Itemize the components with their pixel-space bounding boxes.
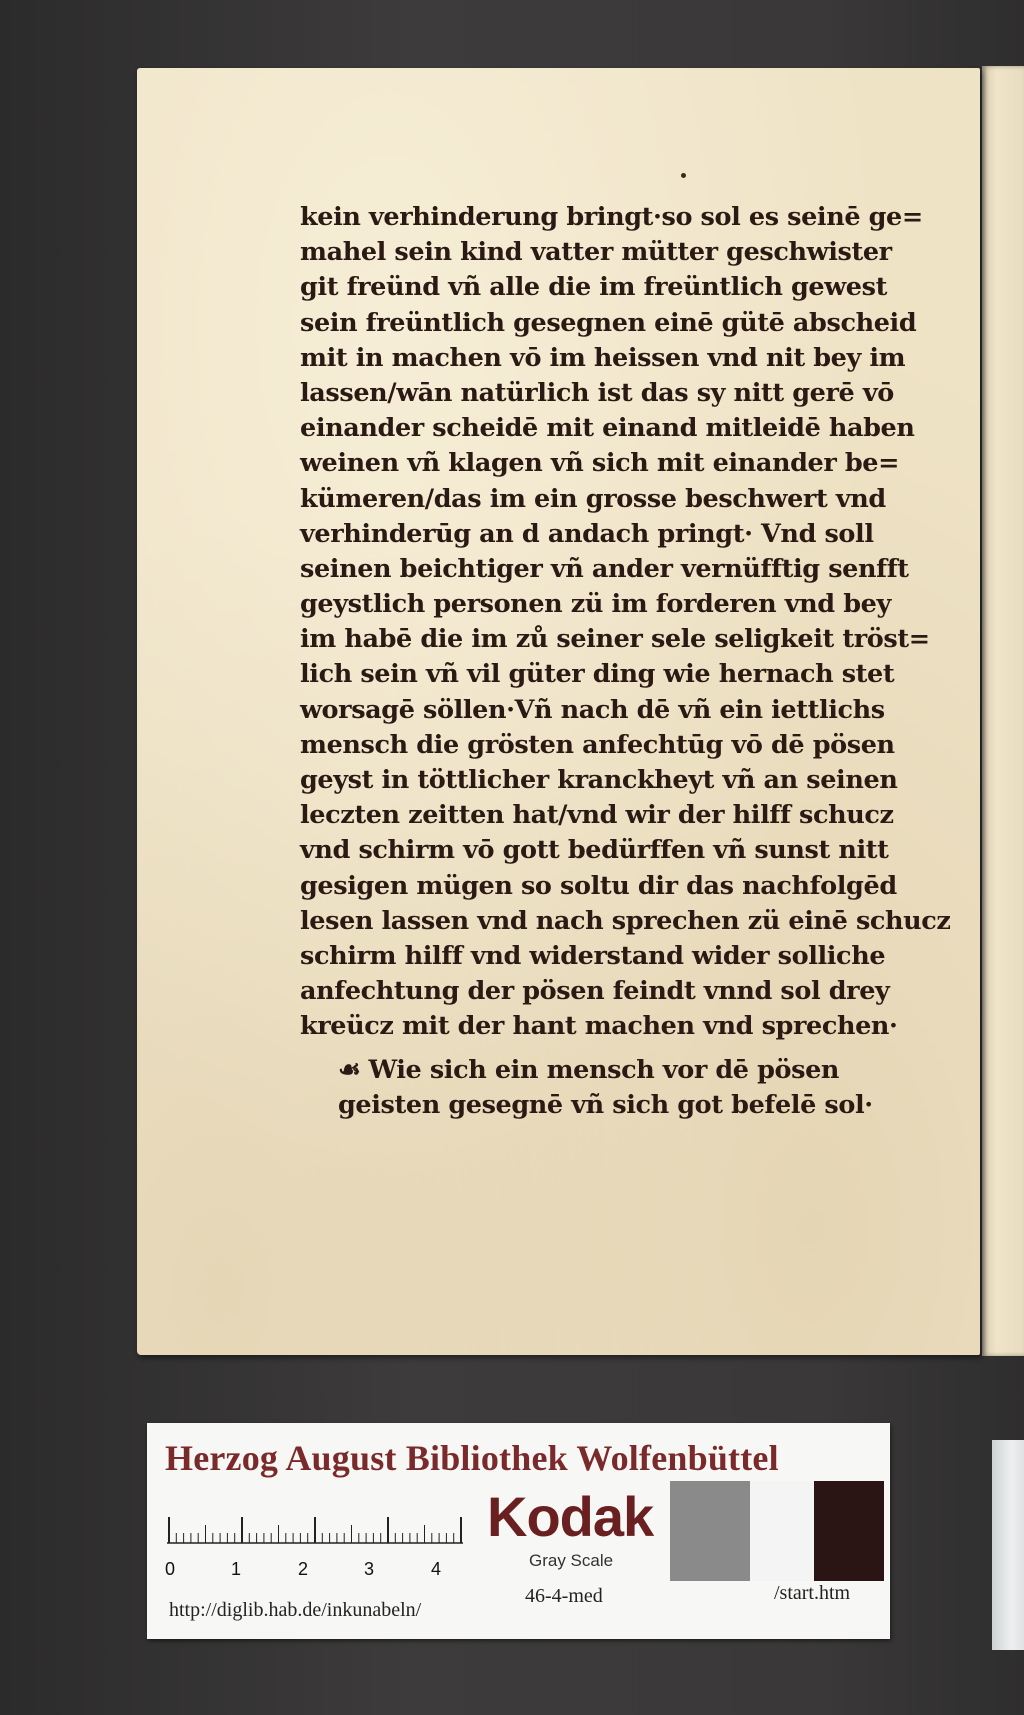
text-line: kümeren/das im ein grosse beschwert vnd	[300, 483, 886, 514]
ruler-number: 0	[165, 1559, 176, 1579]
ruler-number: 4	[431, 1559, 442, 1579]
ruler-number: 3	[364, 1559, 375, 1579]
text-line: mit in machen vō im heissen vnd nit bey im	[300, 342, 906, 373]
library-title: Herzog August Bibliothek Wolfenbüttel	[165, 1438, 779, 1478]
ruler-number: 1	[231, 1559, 242, 1579]
gray-patch-light	[750, 1481, 814, 1581]
start-path: /start.htm	[774, 1582, 851, 1604]
paragraph-mark-icon: ☙	[338, 1055, 361, 1085]
ruler-graphic	[165, 1505, 465, 1581]
text-line: weinen vñ klagen vñ sich mit einander be=	[300, 448, 900, 479]
text-line: kein verhinderung bringt·so sol es seinē ge=	[300, 202, 923, 232]
text-line: kreücz mit der hant machen vnd sprechen·	[300, 1011, 898, 1042]
adjacent-color-strip	[992, 1440, 1024, 1650]
text-line: worsagē söllen·Vñ nach dē vñ ein iettlichs	[300, 694, 885, 725]
page-ink-dot	[681, 173, 686, 178]
text-line: sein freüntlich gesegnen einē gütē abscheid	[300, 307, 917, 338]
text-line: geyst in töttlicher kranckheyt vñ an seinen	[300, 765, 898, 795]
text-line: seinen beichtiger vñ ander vernüfftig senfft	[300, 553, 909, 584]
shelfmark-id: 46-4-med	[525, 1585, 603, 1607]
text-line: lassen/wān natürlich ist das sy nitt gerē vō	[300, 377, 894, 408]
text-line: lich sein vñ vil güter ding wie hernach stet	[300, 659, 895, 690]
heading-text: Wie sich ein mensch vor dē pösen	[368, 1055, 840, 1085]
text-line: leczten zeitten hat/vnd wir der hilff schucz	[300, 800, 894, 831]
gray-scale-label: Gray Scale	[529, 1551, 614, 1570]
text-line: schirm hilff vnd widerstand wider solliche	[300, 940, 886, 971]
kodak-logo: Kodak	[487, 1485, 654, 1548]
text-line: mahel sein kind vatter mütter geschwister	[300, 237, 892, 268]
text-line: mensch die grösten anfechtūg vō dē pösen	[300, 729, 895, 760]
text-line: einander scheidē mit einand mitleidē haben	[300, 413, 915, 444]
text-line: lesen lassen vnd nach sprechen zü einē schucz	[300, 905, 951, 936]
text-line: git freünd vñ alle die im freüntlich gewest	[300, 272, 887, 303]
color-target-card	[147, 1423, 890, 1639]
gray-patch-dark	[814, 1481, 884, 1581]
heading-line: geisten gesegnē vñ sich got befelē sol·	[338, 1090, 873, 1121]
body-text	[300, 200, 951, 1045]
text-line: anfechtung der pösen feindt vnnd sol drey	[300, 976, 890, 1007]
text-line: geystlich personen zü im forderen vnd bey	[300, 589, 891, 620]
text-line: im habē die im zů seiner sele seligkeit tröst=	[300, 624, 930, 655]
section-heading	[338, 1053, 873, 1123]
ruler-number: 2	[298, 1559, 309, 1579]
heading-line	[338, 1053, 873, 1088]
text-line: gesigen mügen so soltu dir das nachfolgēd	[300, 870, 897, 901]
source-url: http://diglib.hab.de/inkunabeln/	[169, 1599, 422, 1621]
text-line: vnd schirm vō gott bedürffen vñ sunst nitt	[300, 835, 889, 866]
text-line: verhinderūg an d andach pringt· Vnd soll	[300, 518, 874, 549]
gray-patch-mid	[670, 1481, 750, 1581]
adjacent-page-edge	[982, 66, 1024, 1356]
ruler-ticks	[169, 1517, 461, 1543]
scale-ruler	[165, 1505, 465, 1581]
